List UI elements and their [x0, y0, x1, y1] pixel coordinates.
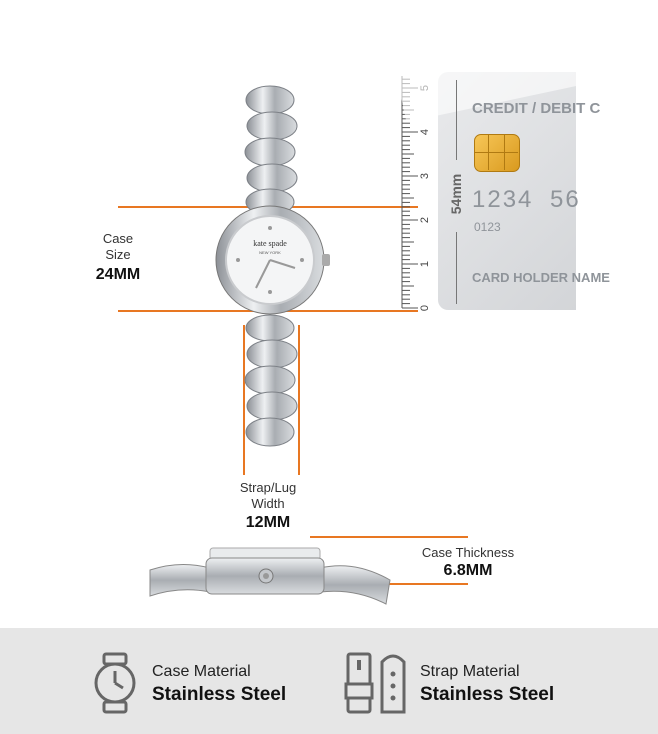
card-chip: [474, 134, 520, 172]
card-title: CREDIT / DEBIT C: [472, 100, 601, 117]
card-height-line-top: [456, 80, 457, 160]
card-number-a: 1234: [472, 186, 534, 213]
card-small-number: 0123: [474, 220, 501, 234]
ruler-label: 3: [419, 172, 431, 180]
strap-material-value: Stainless Steel: [420, 684, 555, 705]
lower-chain-strap: [245, 315, 297, 446]
watch-front-illustration: [200, 80, 360, 470]
strap-width-value: 12MM: [245, 514, 291, 531]
case-size-label-line1: Case: [102, 231, 134, 246]
strap-width-label-line1: Strap/Lug: [239, 480, 297, 495]
strap-width-label-line2: Width: [251, 496, 285, 511]
card-height-line-bottom: [456, 232, 457, 304]
ruler-label: 4: [419, 128, 431, 136]
case-material-value: Stainless Steel: [152, 684, 287, 705]
case-size-label-line2: Size: [105, 247, 131, 262]
strap-icon: [344, 650, 408, 716]
case-thickness-value: 6.8MM: [443, 562, 493, 579]
ruler-label: 1: [419, 260, 431, 268]
watch-side-illustration: [140, 530, 400, 610]
case-material-title: Case Material: [152, 663, 251, 680]
case-size-value: 24MM: [95, 266, 141, 283]
card-height-label: 54mm: [448, 173, 464, 215]
case-thickness-label: Case Thickness: [421, 545, 515, 560]
card-holder: CARD HOLDER NAME: [472, 270, 610, 285]
strap-material-title: Strap Material: [420, 663, 520, 680]
ruler-label: 2: [419, 216, 431, 224]
dial-brand: kate spade: [253, 239, 287, 248]
upper-chain-strap: [245, 86, 297, 215]
card-number-b: 56: [550, 186, 581, 213]
watch-icon: [92, 652, 138, 714]
dial-subbrand: NEW YORK: [259, 250, 281, 255]
ruler-label: 0: [419, 304, 431, 312]
